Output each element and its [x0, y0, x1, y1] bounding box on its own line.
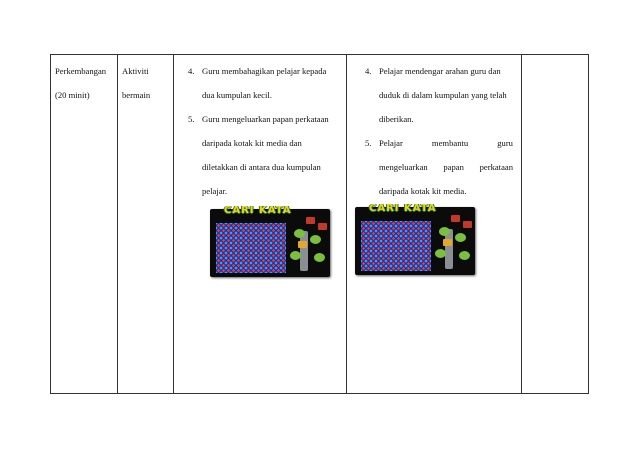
- board-title: CARI KATA: [224, 205, 292, 216]
- activity-type: bermain: [122, 90, 151, 100]
- leaf-shape: [455, 233, 466, 242]
- step-text-line: Guru mengeluarkan papan perkataan: [202, 114, 329, 124]
- step-text-line: pelajar.: [202, 186, 228, 196]
- word-board-image: [355, 203, 475, 275]
- teacher-step-4: 4. Guru membahagikan pelajar kepada dua kumpulan kecil.: [188, 65, 340, 101]
- word-card: [451, 215, 460, 222]
- phase-cell: [51, 55, 118, 394]
- step-text-line: daripada kotak kit media dan: [202, 138, 302, 148]
- word-card: [306, 217, 315, 224]
- leaf-shape: [290, 251, 301, 260]
- step-text-line: mengeluarkan papan perkataan: [379, 162, 513, 172]
- student-step-4: 4. Pelajar mendengar arahan guru dan duduk di dalam kumpulan yang telah diberikan.: [365, 65, 513, 125]
- leaf-shape: [459, 251, 470, 260]
- lesson-plan-table: [50, 54, 589, 394]
- board-title: CARI KATA: [369, 203, 437, 214]
- student-step-5: 5. Pelajar membantu guru mengeluarkan papan perkataan daripada kotak kit media.: [365, 138, 513, 196]
- leaf-shape: [314, 253, 325, 262]
- step-text-line: Pelajar membantu guru: [379, 138, 513, 148]
- leaf-shape: [439, 227, 450, 236]
- table-row: [51, 55, 589, 394]
- step-text-line: diberikan.: [379, 114, 414, 124]
- leaf-shape: [435, 249, 446, 258]
- step-text-line: Guru membahagikan pelajar kepada: [202, 66, 327, 76]
- notes-cell: [522, 55, 589, 394]
- step-text-line: diletakkan di antara dua kumpulan: [202, 162, 321, 172]
- word-card: [443, 239, 452, 246]
- step-text-line: duduk di dalam kumpulan yang telah: [379, 90, 507, 100]
- activity-cell: [118, 55, 174, 394]
- student-activity-cell: [347, 55, 522, 394]
- word-card: [318, 223, 327, 230]
- letter-grid: [361, 221, 431, 271]
- leaf-shape: [294, 229, 305, 238]
- leaf-shape: [310, 235, 321, 244]
- step-text-line: Pelajar mendengar arahan guru dan: [379, 66, 501, 76]
- word-card: [298, 241, 307, 248]
- phase-label: Perkembangan: [55, 66, 107, 76]
- activity-label: Aktiviti: [122, 66, 149, 76]
- step-text-line: dua kumpulan kecil.: [202, 90, 272, 100]
- letter-grid: [216, 223, 286, 273]
- teacher-step-5: 5. Guru mengeluarkan papan perkataan daripada kotak kit media dan diletakkan di antara dua kumpulan pelajar.: [188, 113, 340, 197]
- phase-duration: (20 minit): [55, 90, 90, 100]
- word-board-image: [210, 205, 330, 277]
- step-text-line: daripada kotak kit media.: [379, 186, 467, 196]
- word-card: [463, 221, 472, 228]
- teacher-activity-cell: [174, 55, 347, 394]
